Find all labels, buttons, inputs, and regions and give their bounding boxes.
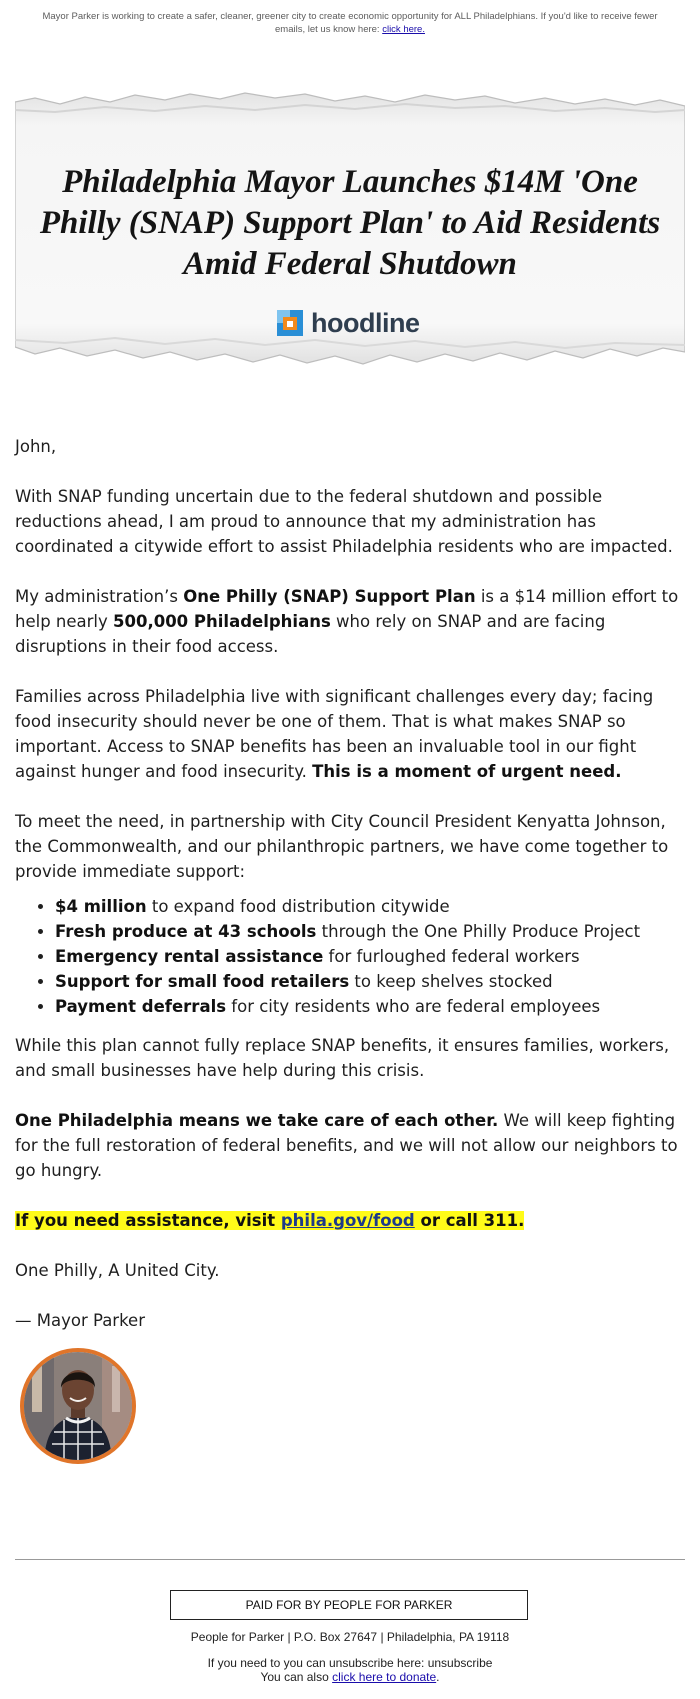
- commitment-bold: One Philadelphia means we take care of each other.: [15, 1111, 499, 1130]
- paragraph-limits: While this plan cannot fully replace SNAP benefits, it ensures families, workers, and small businesses have help during this crisis.: [15, 1036, 670, 1080]
- preheader: [30, 10, 670, 36]
- list-item: [55, 944, 691, 969]
- hoodline-logo: [277, 308, 419, 338]
- paid-for-disclaimer: PAID FOR BY PEOPLE FOR PARKER: [170, 1590, 528, 1620]
- list-item: [55, 894, 691, 919]
- plan-name: One Philly (SNAP) Support Plan: [183, 587, 476, 606]
- paragraph-intro: With SNAP funding uncertain due to the federal shutdown and possible reductions ahead, I am proud to announce that my administration has coordinated a citywide effort to assist Philadelphia residents who are impacted.: [15, 487, 673, 556]
- plan-text-2: is a $14 million effort to help nearly: [15, 587, 679, 631]
- greeting: John,: [15, 437, 57, 456]
- list-item-text: through the One Philly Produce Project: [316, 922, 641, 941]
- article-banner[interactable]: [15, 90, 685, 380]
- support-list: [15, 894, 691, 1019]
- paragraph-commitment: [15, 1108, 691, 1183]
- plan-reach: 500,000 Philadelphians: [113, 612, 331, 631]
- footer-links: [0, 1656, 700, 1684]
- list-item-text: to keep shelves stocked: [349, 972, 553, 991]
- paragraph-partnership: To meet the need, in partnership with City Council President Kenyatta Johnson, the Commonwealth, and our philanthropic partners, we have come together to provide immediate support:: [15, 812, 669, 881]
- list-item-bold: Emergency rental assistance: [55, 947, 324, 966]
- preheader-text: Mayor Parker is working to create a safer, cleaner, greener city to create economic opportunity for ALL Philadelphians. If you'd like to receive fewer emails, let us know here:: [42, 11, 658, 35]
- list-item: [55, 919, 691, 944]
- phila-food-link[interactable]: phila.gov/food: [280, 1211, 415, 1230]
- unsubscribe-line[interactable]: If you need to you can unsubscribe here: unsubscribe: [207, 1656, 493, 1670]
- donate-prefix: You can also: [260, 1670, 333, 1684]
- cta-text-2: or call 311.: [414, 1211, 525, 1230]
- need-text: Families across Philadelphia live with significant challenges every day; facing food insecurity should never be one of them. That is what makes SNAP so important. Access to SNAP benefits has been an invaluable tool in our fight against hunger and food insecurity.: [15, 687, 654, 781]
- signature: — Mayor Parker: [15, 1311, 145, 1330]
- footer-divider: [15, 1559, 685, 1560]
- donate-link[interactable]: click here to donate: [332, 1670, 437, 1684]
- mayor-portrait: [24, 1352, 132, 1460]
- article-headline: Philadelphia Mayor Launches $14M 'One Philly (SNAP) Support Plan' to Aid Residents Amid Federal Shutdown: [39, 164, 661, 282]
- list-item-text: for furloughed federal workers: [323, 947, 580, 966]
- list-item-bold: Support for small food retailers: [55, 972, 350, 991]
- cta-highlight: [15, 1211, 524, 1230]
- donate-suffix: .: [436, 1670, 440, 1684]
- footer-address: People for Parker | P.O. Box 27647 | Philadelphia, PA 19118: [190, 1630, 510, 1644]
- hoodline-logo-icon: [277, 310, 303, 336]
- letter-body: [15, 434, 691, 1464]
- list-item: [55, 969, 691, 994]
- list-item: [55, 994, 691, 1019]
- plan-text: My administration’s: [15, 587, 184, 606]
- list-item-bold: Payment deferrals: [55, 997, 227, 1016]
- cta-text: If you need assistance, visit: [15, 1211, 281, 1230]
- list-item-text: to expand food distribution citywide: [146, 897, 450, 916]
- fewer-emails-link[interactable]: click here.: [382, 24, 425, 35]
- commitment-text: We will keep fighting for the full restoration of federal benefits, and we will not allow our neighbors to go hungry.: [15, 1111, 678, 1180]
- list-item-text: for city residents who are federal employees: [226, 997, 601, 1016]
- paragraph-plan: [15, 584, 691, 659]
- list-item-bold: $4 million: [55, 897, 147, 916]
- plan-text-3: who rely on SNAP and are facing disruptions in their food access.: [15, 612, 606, 656]
- avatar: [20, 1348, 136, 1464]
- donate-line: [0, 1670, 700, 1684]
- paragraph-need: [15, 684, 691, 784]
- hoodline-logo-text: hoodline: [311, 307, 420, 338]
- list-item-bold: Fresh produce at 43 schools: [55, 922, 317, 941]
- closing-line: One Philly, A United City.: [15, 1261, 220, 1280]
- urgent-need: This is a moment of urgent need.: [312, 762, 622, 781]
- call-to-action: [15, 1208, 691, 1233]
